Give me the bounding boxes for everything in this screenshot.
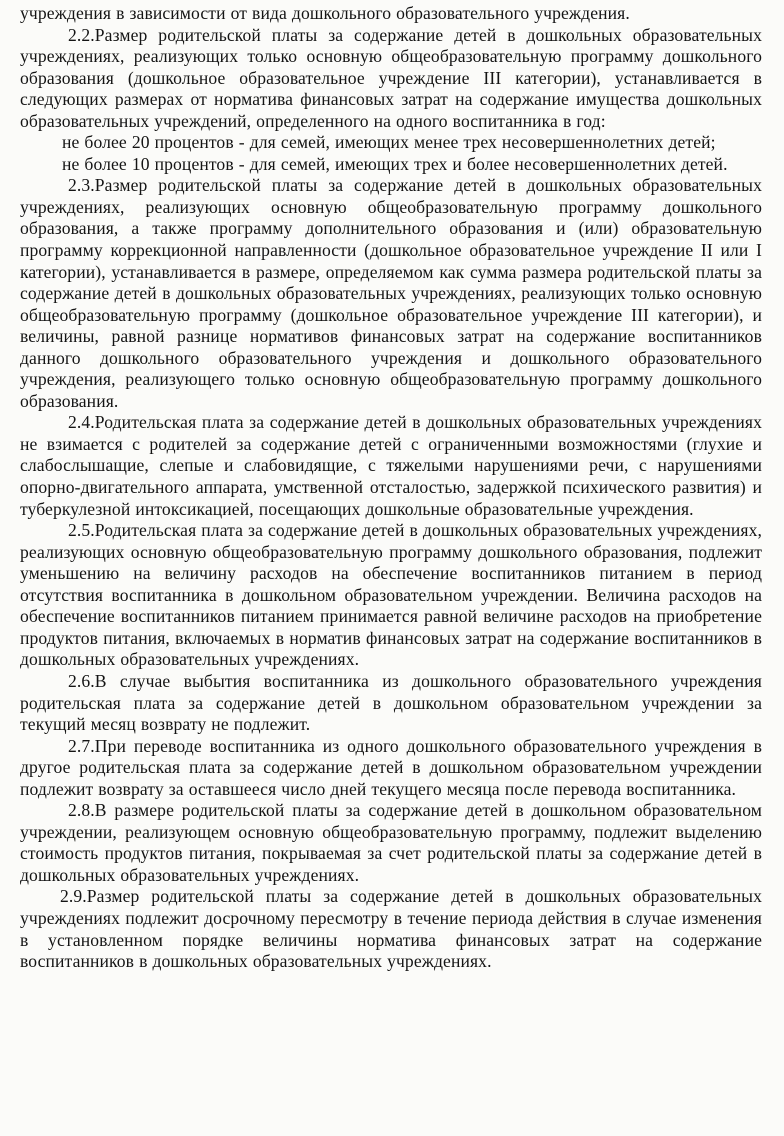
paragraph-2-6: 2.6.В случае выбытия воспитанника из дошкольного образовательного учреждения родительская плата за содержание детей в дошкольном образовательном учреждении за текущий месяц возврату не подлежит. — [20, 670, 762, 735]
paragraph-2-4: 2.4.Родительская плата за содержание детей в дошкольных образовательных учреждениях не взимается с родителей за содержание детей с ограниченными возможностями (глухие и слабослышащие, слепые и слабовидящие, с тяжелыми нарушениями речи, с нарушениями опорно-двигательного аппарата, умственной отсталостью, задержкой психического развития) и туберкулезной интоксикацией, посещающих дошкольные образовательные учреждения. — [20, 412, 762, 519]
paragraph-2-2: 2.2.Размер родительской платы за содержание детей в дошкольных образовательных учреждениях, реализующих только основную общеобразовательную программу дошкольного образования (дошкольное образовательное учреждение III категории), устанавливается в следующих размерах от норматива финансовых затрат на содержание имущества дошкольных образовательных учреждений, определенного на одного воспитанника в год: — [20, 24, 762, 131]
paragraph-2-3: 2.3.Размер родительской платы за содержание детей в дошкольных образовательных учреждениях, реализующих основную общеобразовательную программу дошкольного образования, а также программу дополнительного образования и (или) образовательную программу коррекционной направленности (дошкольное образовательное учреждение II или I категории), устанавливается в размере, определяемом как сумма размера родительской платы за содержание детей в дошкольных образовательных учреждениях, реализующих только основную общеобразовательную программу (дошкольное образовательное учреждение III категории), и величины, равной разнице нормативов финансовых затрат на содержание воспитанников данного дошкольного образовательного учреждения и дошкольного образовательного учреждения, реализующего только основную общеобразовательную программу дошкольного образования. — [20, 175, 762, 411]
paragraph-2-5: 2.5.Родительская плата за содержание детей в дошкольных образовательных учреждениях, реализующих основную общеобразовательную программу дошкольного образования, подлежит уменьшению на величину расходов на обеспечение воспитанников питанием в период отсутствия воспитанника в дошкольном образовательном учреждении. Величина расходов на обеспечение воспитанников питанием принимается равной величине расходов на приобретение продуктов питания, включаемых в норматив финансовых затрат на содержание воспитанников в дошкольных образовательных учреждениях. — [20, 520, 762, 670]
list-item-10-percent: не более 10 процентов - для семей, имеющих трех и более несовершеннолетних детей. — [62, 153, 728, 174]
paragraph-2-7: 2.7.При переводе воспитанника из одного дошкольного образовательного учреждения в другое родительская плата за содержание детей в дошкольном образовательном учреждении подлежит возврату за оставшееся число дней текущего месяца после перевода воспитанника. — [20, 735, 762, 799]
paragraph-2-9: 2.9.Размер родительской платы за содержание детей в дошкольных образовательных учреждениях подлежит досрочному пересмотру в течение периода действия в случае изменения в установленном порядке величины норматива финансовых затрат на содержание воспитанников в дошкольных образовательных учреждениях. — [20, 886, 762, 972]
paragraph-continuation: учреждения в зависимости от вида дошкольного образовательного учреждения. — [20, 3, 630, 23]
list-item-20-percent: не более 20 процентов - для семей, имеющих менее трех несовершеннолетних детей; — [62, 132, 716, 153]
paragraph-2-8: 2.8.В размере родительской платы за содержание детей в дошкольном образовательном учреждении, реализующем основную общеобразовательную программу, подлежит выделению стоимость продуктов питания, покрываемая за счет родительской платы за содержание детей в дошкольных образовательных учреждениях. — [20, 800, 762, 885]
